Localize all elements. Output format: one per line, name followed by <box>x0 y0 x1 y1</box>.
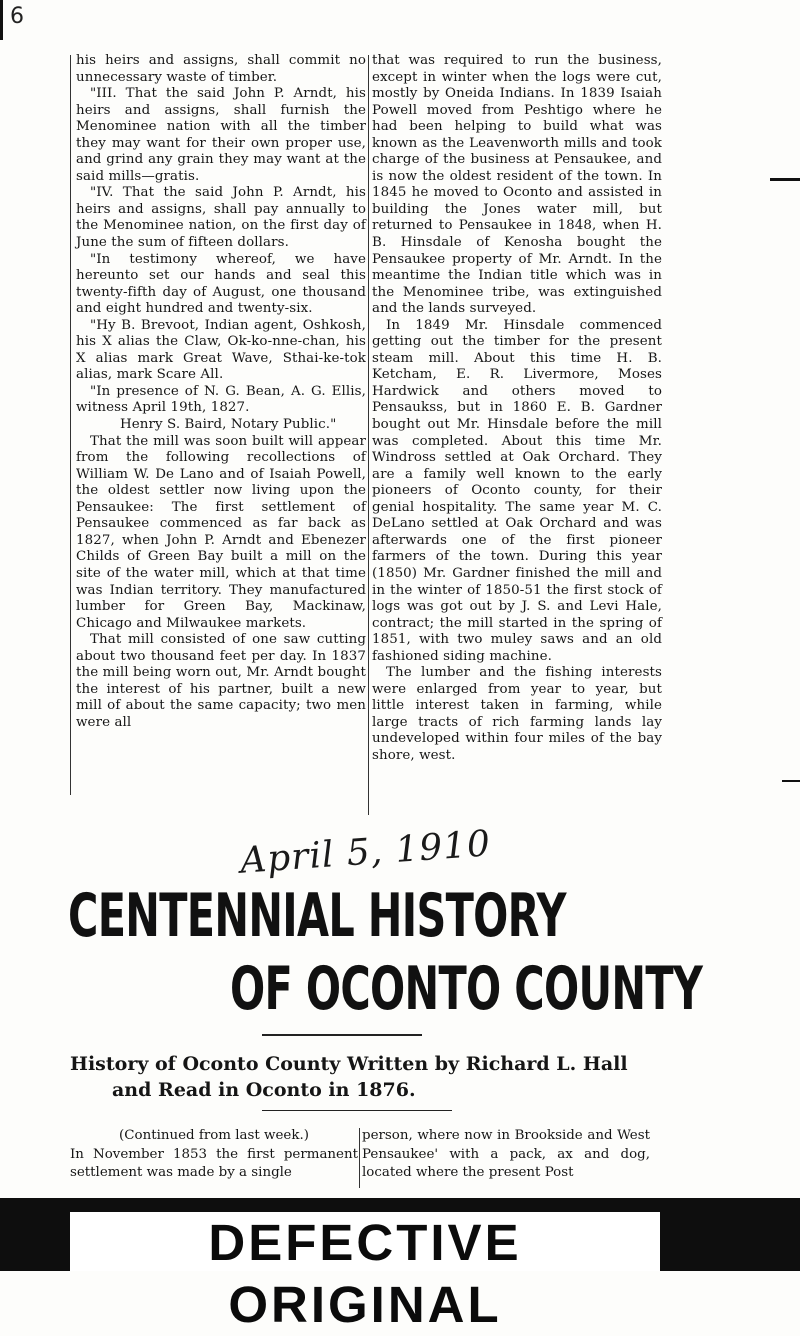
paragraph: "III. That the said John P. Arndt, his heirs and assigns, shall furnish the Menominee nation with all the timber they may want for their own proper use, and grind any grain they may want at the said mills—gratis. <box>76 86 366 184</box>
scan-mark <box>770 178 800 181</box>
continued-column-right <box>362 1127 650 1183</box>
column-rule-bottom <box>359 1128 360 1188</box>
paragraph: In November 1853 the first permanent settlement was made by a single <box>70 1146 358 1180</box>
handwritten-date: April 5, 1910 <box>238 823 493 882</box>
paragraph: Henry S. Baird, Notary Public." <box>120 417 337 433</box>
paragraph: That the mill was soon built will appear from the following recollections of William W. De Lano and of Isaiah Powell, the oldest settler now living upon the Pensaukee: The first settlement of Pensaukee commenced as far back as 1827, when John P. Arndt and Ebenezer Childs of Green Bay built a mill on the site of the water mill, which at that time was Indian territory. They manufactured lumber for Green Bay, Mackinaw, Chicago and Milwaukee markets. <box>76 433 366 631</box>
paragraph: "IV. That the said John P. Arndt, his heirs and assigns, shall pay annually to the Menominee nation, on the first day of June the sum of fifteen dollars. <box>76 185 366 251</box>
paragraph: In 1849 Mr. Hinsdale commenced getting out the timber for the present steam mill. About this time H. B. Ketcham, E. R. Livermore, Moses Hardwick and others moved to Pensaukss, but in 1860 E. B. Gardner bought out Mr. Hinsdale before the mill was completed. About this time Mr. Windross settled at Oak Orchard. They are a family well known to the early pioneers of Oconto county, for their genial hospitality. The same year M. C. DeLano settled at Oak Orchard and was afterwards one of the first pioneer farmers of the town. During this year (1850) Mr. Gardner finished the mill and in the winter of 1850-51 the first stock of logs was got out by J. S. and Levi Hale, contract; the mill started in the spring of 1851, with two muley saws and an old fashioned siding machine. <box>372 317 662 664</box>
page-number: 6 <box>10 4 24 29</box>
column-rule <box>368 55 369 815</box>
subhead-rule <box>262 1110 452 1111</box>
paragraph: (Continued from last week.) <box>119 1128 309 1143</box>
paragraph: That mill consisted of one saw cutting about two thousand feet per day. In 1837 the mill being worn out, Mr. Arndt bought the interest of his partner, built a new mill of about the same capacity; two men were all <box>76 632 366 730</box>
paragraph: "Hy B. Brevoot, Indian agent, Oshkosh, his X alias the Claw, Ok-ko-nne-chan, his X alias mark Great Wave, Sthai-ke-tok alias, mark Scare All. <box>76 317 366 383</box>
column-rule-left-edge <box>70 55 71 795</box>
paragraph: "In presence of N. G. Bean, A. G. Ellis, witness April 19th, 1827. <box>76 383 366 416</box>
headline-line-2: OF OCONTO COUNTY <box>230 954 703 1024</box>
paragraph: "In testimony whereof, we have hereunto set our hands and seal this twenty-fifth day of August, one thousand and eight hundred and twenty-six. <box>76 251 366 317</box>
scan-edge-left <box>0 0 3 40</box>
paragraph: person, where now in Brookside and West Pensaukee' with a pack, ax and dog, located where the present Post <box>362 1128 650 1180</box>
headline-rule <box>262 1034 422 1036</box>
subheadline-line-1: History of Oconto County Written by Richard L. Hall <box>70 1053 628 1075</box>
headline-line-1: CENTENNIAL HISTORY <box>68 881 566 951</box>
paragraph: that was required to run the business, except in winter when the logs were cut, mostly by Oneida Indians. In 1839 Isaiah Powell moved from Peshtigo where he had been helping to build what was known as the Leavenworth mills and took charge of the business at Pensaukee, and is now the oldest resident of the town. In 1845 he moved to Oconto and assisted in building the Jones water mill, but returned to Pensaukee in 1848, when H. B. Hinsdale of Kenosha bought the Pensaukee property of Mr. Arndt. In the meantime the Indian title which was in the Menominee tribe, was extinguished and the lands surveyed. <box>372 53 662 317</box>
subheadline-line-2: and Read in Oconto in 1876. <box>112 1079 416 1101</box>
paragraph: The lumber and the fishing interests were enlarged from year to year, but little interest taken in farming, while large tracts of rich farming lands lay undeveloped within four miles of the bay shore, west. <box>372 665 662 763</box>
defective-original-stamp: DEFECTIVE ORIGINAL <box>208 1214 522 1333</box>
scan-mark <box>782 780 800 782</box>
paragraph: his heirs and assigns, shall commit no unnecessary waste of timber. <box>76 53 366 85</box>
article-column-left <box>76 53 366 731</box>
continued-column-left <box>70 1127 358 1183</box>
article-column-right <box>372 53 662 765</box>
